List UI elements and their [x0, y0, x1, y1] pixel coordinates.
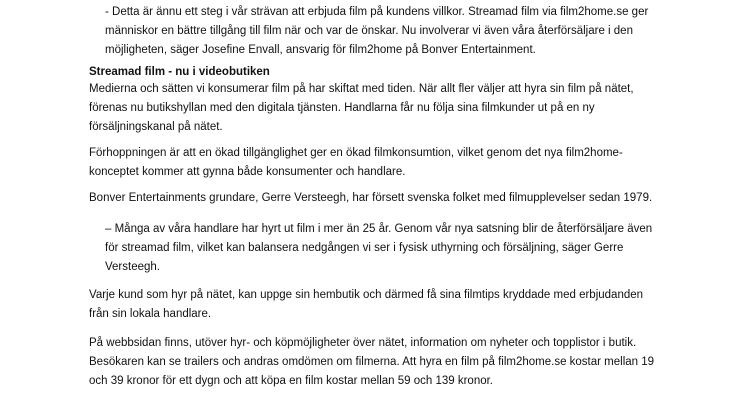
- text-line: Bonver Entertainments grundare, Gerre Versteegh, har försett svenska folket med filmupplevelser sedan 1979.: [89, 192, 653, 204]
- quote-gerre-versteegh: [105, 220, 670, 277]
- text-line: Medierna och sätten vi konsumerar film på har skiftat med tiden. När allt fler väljer att hyra sin film på nätet,: [89, 83, 634, 95]
- text-line: – Många av våra handlare har hyrt ut film i mer än 25 år. Genom vår nya satsning blir de återförsäljare även: [105, 223, 653, 235]
- text-line: för streamad film, vilket kan balansera nedgången vi ser i fysisk uthyrning och försäljning, säger Gerre: [105, 242, 624, 254]
- text-line: Varje kund som hyr på nätet, kan uppge sin hembutik och därmed få sina filmtips kryddade med erbjudanden: [89, 289, 644, 301]
- text-line: från sin lokala handlare.: [89, 308, 212, 320]
- paragraph-media-consumption: [89, 80, 669, 137]
- text-line: möjligheten, säger Josefine Envall, ansvarig för film2home på Bonver Entertainment.: [105, 44, 536, 56]
- quote-josefine-envall: [105, 3, 670, 60]
- paragraph-home-store: [89, 286, 669, 324]
- text-line: människor en bättre tillgång till film när och var de önskar. Nu involverar vi även våra återförsäljare i den: [105, 25, 633, 37]
- text-line: - Detta är ännu ett steg i vår strävan att erbjuda film på kundens villkor. Streamad film via film2home.se ger: [105, 6, 649, 18]
- section-heading: Streamad film - nu i videobutiken: [89, 66, 270, 78]
- text-line: På webbsidan finns, utöver hyr- och köpmöjligheter över nätet, information om nyheter och topplistor i butik.: [89, 337, 637, 349]
- text-line: försäljningskanal på nätet.: [89, 121, 223, 133]
- paragraph-expectation: [89, 144, 669, 182]
- text-line: konceptet kommer att gynna både konsumenter och handlare.: [89, 166, 406, 178]
- text-line: förenas nu butikshyllan med den digitala tjänsten. Handlarna får nu följa sina filmkunder ut på en ny: [89, 102, 595, 114]
- text-line: och 39 kronor för ett dygn och att köpa en film kostar mellan 59 och 139 kronor.: [89, 375, 494, 387]
- paragraph-founder: [89, 189, 669, 208]
- paragraph-website-pricing: [89, 334, 669, 391]
- text-line: Besökaren kan se trailers och andras omdömen om filmerna. Att hyra en film på film2home.se kostar mellan 19: [89, 356, 655, 368]
- text-line: Versteegh.: [105, 261, 160, 273]
- text-line: Förhoppningen är att en ökad tillgänglighet ger en ökad filmkonsumtion, vilket genom det nya film2home-: [89, 147, 623, 159]
